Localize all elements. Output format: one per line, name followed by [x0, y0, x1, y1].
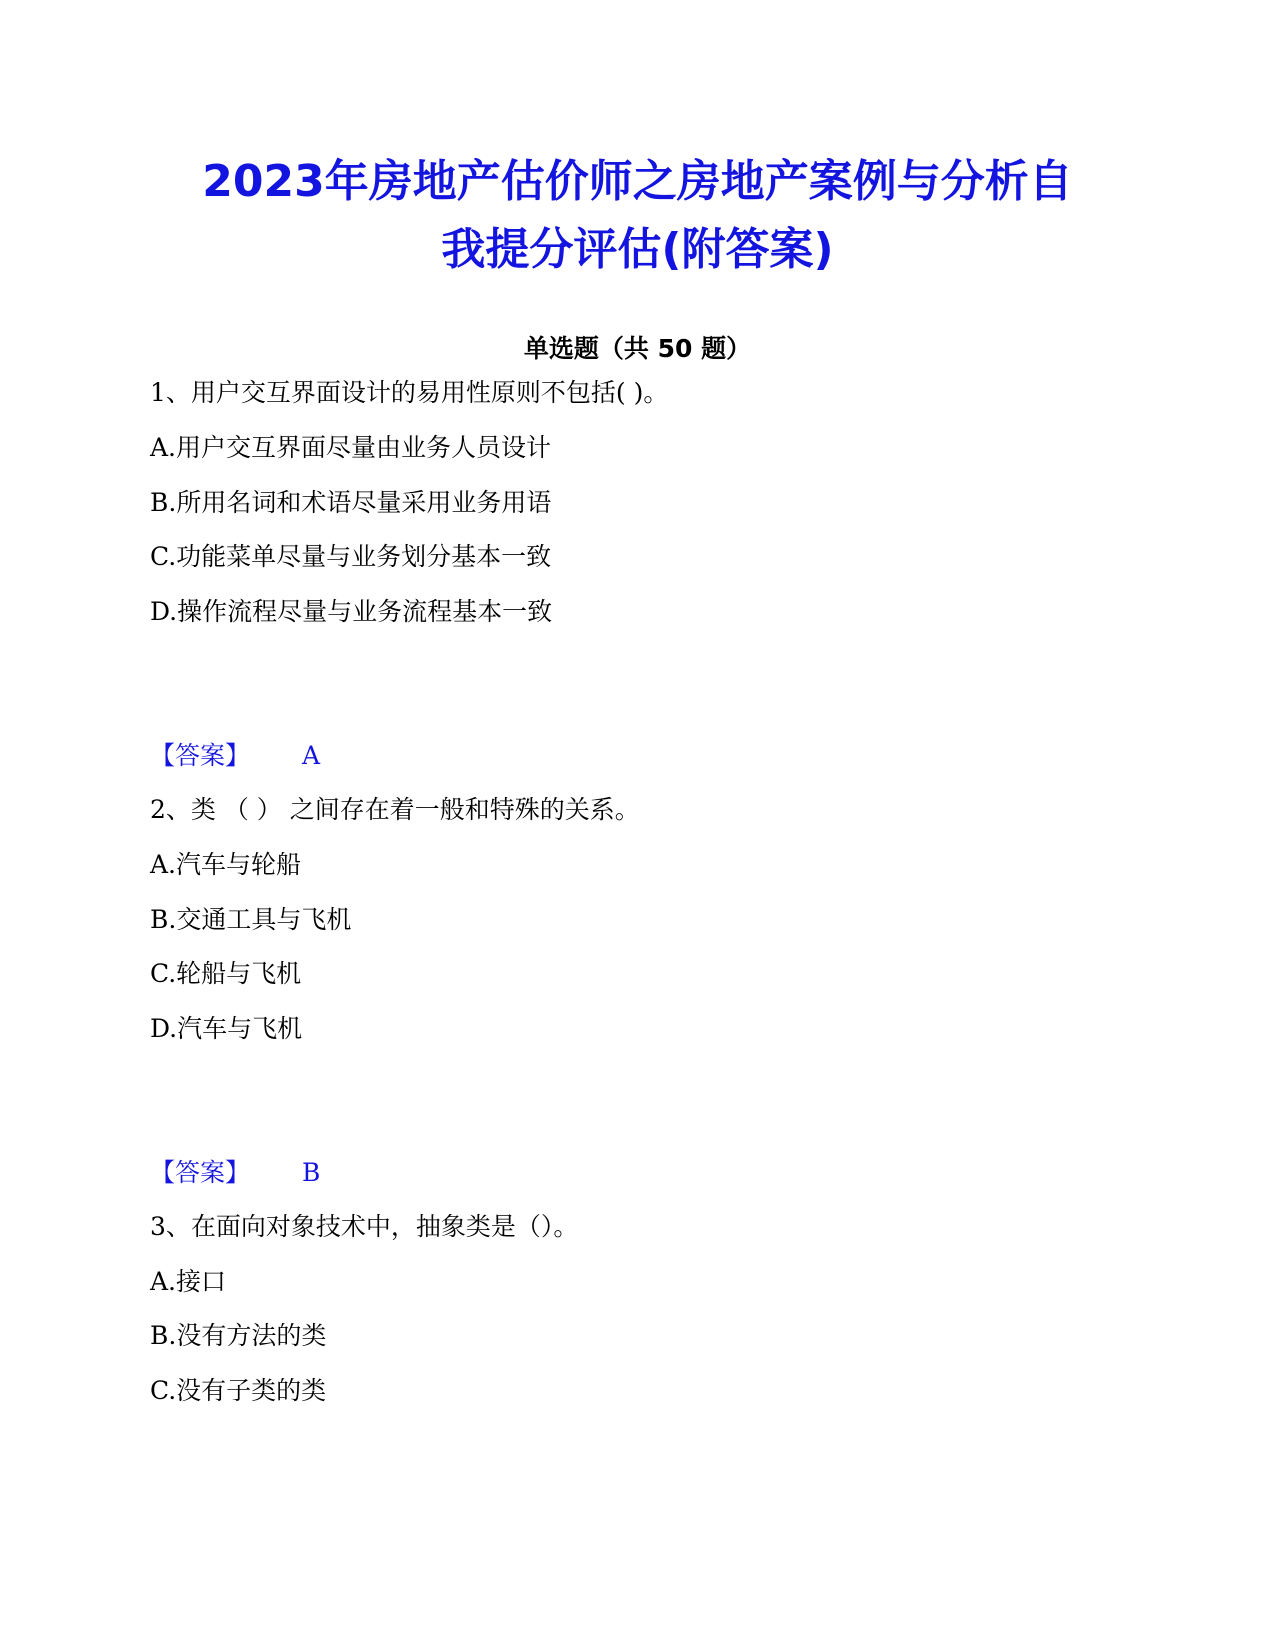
question-2-stem: 2、类 （ ） 之间存在着一般和特殊的关系。: [150, 795, 640, 824]
question-3-option-b: B.没有方法的类: [150, 1321, 327, 1350]
question-2-option-d: D.汽车与飞机: [150, 1014, 303, 1043]
question-2-option-b: B.交通工具与飞机: [150, 905, 352, 934]
section-heading: 单选题（共 50 题）: [523, 334, 752, 363]
question-3-option-a: A.接口: [150, 1267, 227, 1296]
question-1-option-c: C.功能菜单尽量与业务划分基本一致: [150, 542, 552, 571]
question-1-answer: [150, 739, 320, 773]
question-3-stem: 3、在面向对象技术中，抽象类是（）。: [150, 1212, 579, 1241]
question-1-option-a: A.用户交互界面尽量由业务人员设计: [150, 433, 552, 462]
title-line-2: 我提分评估(附答案): [441, 224, 834, 275]
question-1-stem: 1、用户交互界面设计的易用性原则不包括( )。: [150, 378, 669, 407]
title-line-1: 2023年房地产估价师之房地产案例与分析自: [202, 156, 1073, 207]
answer-value: B: [302, 1158, 321, 1187]
document-title: [100, 148, 1175, 284]
question-2-option-c: C.轮船与飞机: [150, 959, 302, 988]
question-1-option-d: D.操作流程尽量与业务流程基本一致: [150, 597, 553, 626]
answer-label: 【答案】: [150, 741, 251, 770]
question-1-option-b: B.所用名词和术语尽量采用业务用语: [150, 488, 552, 517]
question-3-option-c: C.没有子类的类: [150, 1376, 327, 1405]
answer-label: 【答案】: [150, 1158, 251, 1187]
answer-value: A: [302, 741, 321, 770]
question-2-answer: [150, 1156, 320, 1190]
question-2-option-a: A.汽车与轮船: [150, 850, 302, 879]
